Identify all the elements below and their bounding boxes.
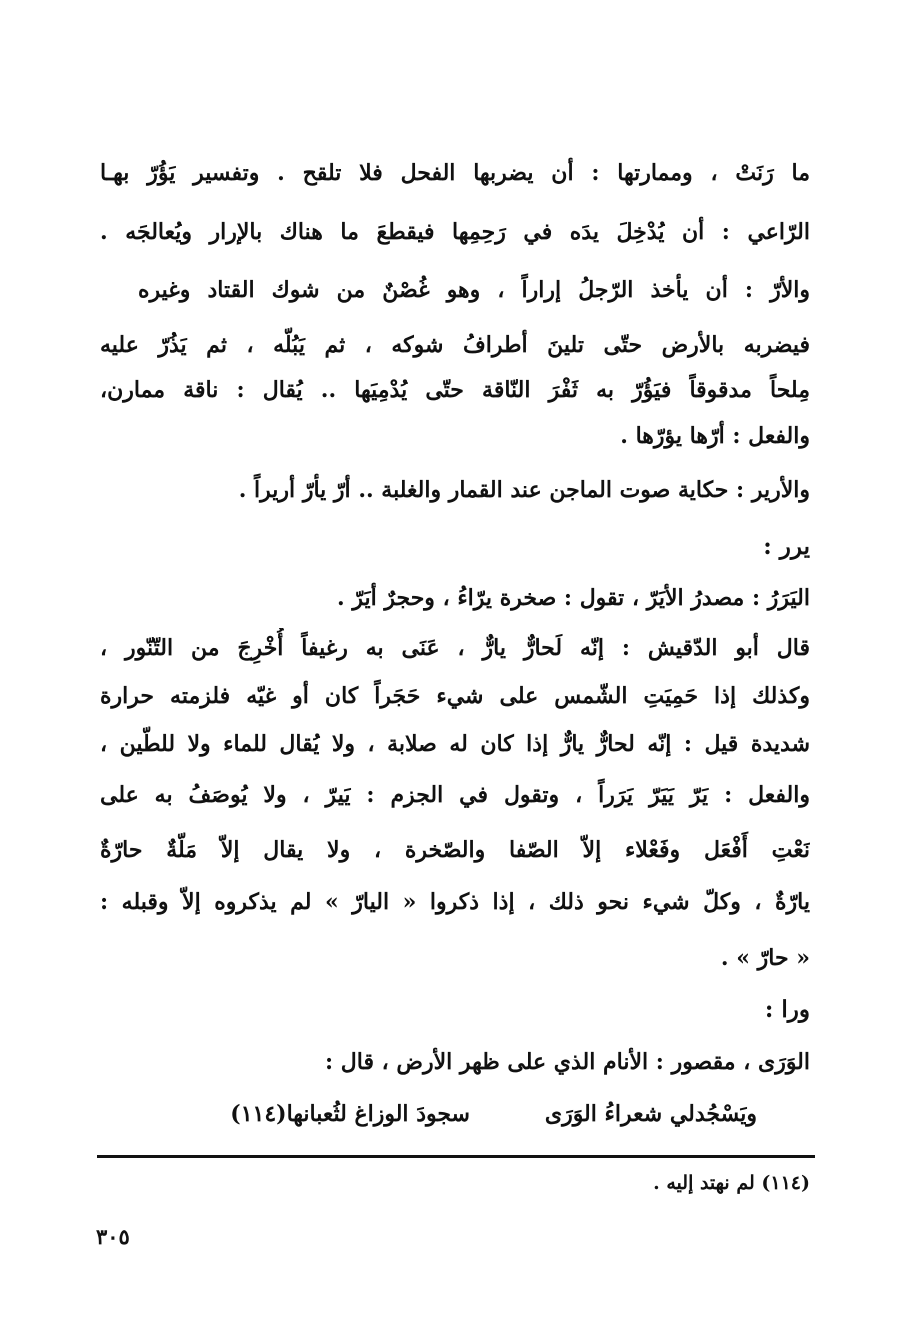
verse-second-hemistich: سجودَ الوزاغ لثُعبانها(١١٤) xyxy=(230,1101,470,1127)
text-line-16: « حارّ » . xyxy=(720,945,810,971)
text-line-9: اليَرَرُ : مصدرُ الأيَرّ ، تقول : صخرة يرّاءُ ، وحجرٌ أيَرّ . xyxy=(337,585,810,611)
text-line-15: يارّةٌ ، وكلّ شيء نحو ذلك ، إذا ذكروا « اليارّ » لم يذكروه إلاّ وقبله : xyxy=(100,889,810,915)
text-line-2: الرّاعي : أن يُدْخِلَ يدَه في رَحِمِها فيقطعَ ما هناك بالإرار ويُعالجَه . xyxy=(100,219,810,245)
text-line-5: مِلحاً مدقوقاً فيَؤُرّ به ثَفْرَ النّاقة حتّى يُدْمِيَها .. يُقال : ناقة ممارن، xyxy=(100,377,810,403)
text-line-12: شديدة قيل : إنّه لحارٌّ يارٌّ إذا كان له صلابة ، ولا يُقال للماء ولا للطّين ، xyxy=(100,731,810,757)
footnote: (١١٤) لم نهتد إليه . xyxy=(653,1172,810,1194)
text-line-1: ما رَنَتْ ، وممارتها : أن يضربها الفحل فلا تلقح . وتفسير يَؤُرّ بهـا xyxy=(100,160,810,186)
text-line-13: والفعل : يَرّ يَيَرّ يَرَراً ، وتقول في الجزم : يَيرّ ، ولا يُوصَفُ به على xyxy=(100,782,810,808)
text-line-6: والفعل : أرّها يؤرّها . xyxy=(620,423,810,449)
text-line-11: وكذلك إذا حَمِيَتِ الشّمس على شيء حَجَراً كان أو غيّه فلزمته حرارة xyxy=(100,683,810,709)
text-line-4: فيضربه بالأرض حتّى تلينَ أطرافُ شوكه ، ثم يَبُلّه ، ثم يَذُرّ عليه xyxy=(100,332,810,358)
verse-first-hemistich: ويَسْجُدلي شعراءُ الوَرَى xyxy=(544,1101,757,1127)
text-line-18: الوَرَى ، مقصور : الأنام الذي على ظهر الأرض ، قال : xyxy=(324,1049,810,1075)
footnote-divider xyxy=(97,1155,815,1158)
text-line-14: نَعْتِ أَفْعَل وفَعْلاء إلاّ الصّفا والصّخرة ، ولا يقال إلاّ مَلّةٌ حارّةٌ xyxy=(100,837,810,863)
text-line-10: قال أبو الدّقيش : إنّه لَحارٌّ يارٌّ ، عَنَى به رغيفاً أُخْرِجَ من التّنّور ، xyxy=(100,635,810,661)
page-number: ٣٠٥ xyxy=(96,1224,130,1249)
text-line-7: والأرير : حكاية صوت الماجن عند القمار والغلبة .. أرّ يأرّ أريراً . xyxy=(238,477,810,503)
entry-heading-yrr: يرر : xyxy=(763,533,810,560)
text-line-3: والأرّ : أن يأخذ الرّجلُ إراراً ، وهو غُصْنٌ من شوك القتاد وغيره xyxy=(138,277,810,303)
entry-heading-wra: ورا : xyxy=(764,996,810,1023)
